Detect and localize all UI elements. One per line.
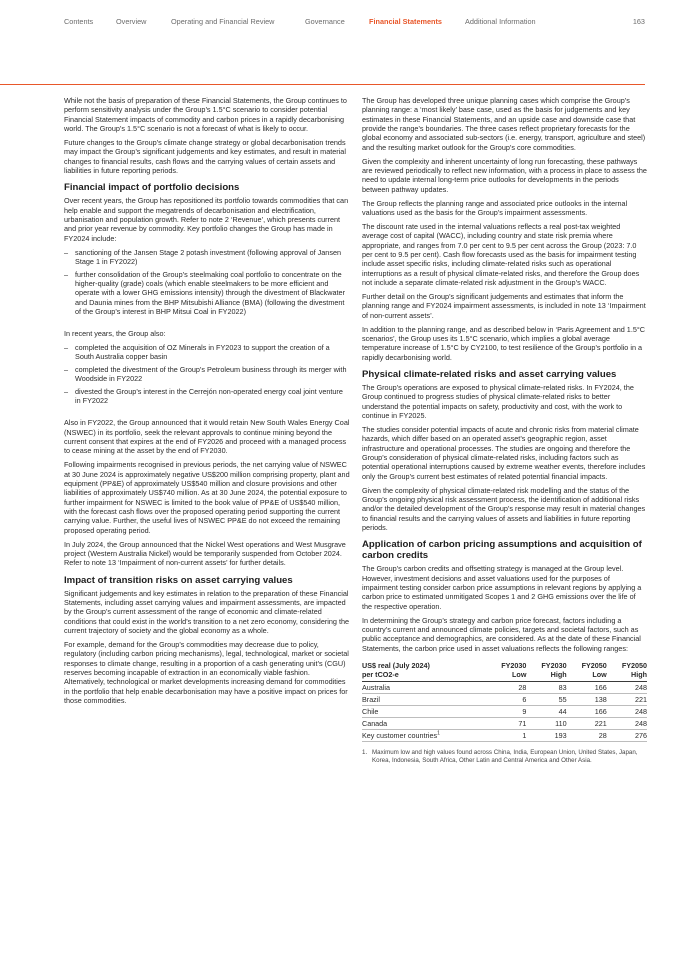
left-column: [64, 96, 350, 710]
paragraph: The Group’s operations are exposed to physical climate-related risks. In FY2024, the Group continued to progress studies of physical climate-related risks to better understand the potential impacts on safety, productivity and cost, with the work to continue in FY2025.: [362, 382, 634, 420]
paragraph: The studies consider potential impacts of acute and chronic risks from material climate hazards, which differ based on an operated asset’s geographic region, asset infrastructure and operational processes. The studies are ongoing and therefore the Group’s consideration of physical climate-related risks, including factors such as potential operational interruptions caused by extreme weather events, therefore includes only the Group’s current best estimates of related potential financial impacts.: [362, 424, 646, 481]
paragraph: Following impairments recognised in previous periods, the net carrying value of NSWEC at 30 June 2024 is approximately negative US$200 million comprising property, plant and equipment (PP&E) of approximately US$540 million and closure provisions and other liabilities of approximately US$740 million. As at 30 June 2024, the potential exposure to further impairment for NSWEC is limited to the book value of PP&E of US$540 million, with the forecast cash flows over the proposed operating period supporting the current carrying value. Further, the useful lives of NSWEC PP&E do not exceed the remaining proposed operating period.: [64, 460, 350, 535]
nav-link-additional-information[interactable]: Additional Information: [465, 17, 536, 26]
paragraph: The Group has developed three unique planning cases which comprise the Group’s planning range: a ‘most likely’ base case, used as the basis for judgements and key estimates in these Financial Statements, and an upside case and downside case that provide the range’s boundaries. The three cases reflect proprietary forecasts for the global economy and associated sub-sectors (i.e. energy, transport, agriculture and steel) and the resulting market outlook for the Group’s core commodities.: [362, 96, 646, 152]
bullet-list: [64, 248, 350, 317]
nav-link-overview[interactable]: Overview: [116, 17, 147, 26]
paragraph: Also in FY2022, the Group announced that it would retain New South Wales Energy Coal (NSWEC) in its portfolio, seek the relevant approvals to continue mining beyond the current consent that expires at the end of FY2026 and proceed with a managed process to cease mining at the asset by the end of FY2030.: [64, 418, 350, 456]
list-item: – sanctioning of the Jansen Stage 2 potash investment (following approval of Jansen Stage 1 in FY2022): [64, 248, 350, 267]
table-row: [362, 705, 647, 717]
row-label: Canada: [362, 717, 486, 729]
paragraph: In July 2024, the Group announced that the Nickel West operations and West Musgrave project (Western Australia Nickel) would be temporarily suspended from October 2024. Refer to note 13 ‘Impairment of non-current assets’ for further details.: [64, 539, 346, 568]
paragraph: The Group reflects the planning range and associated price outlooks in the internal valuations used as the basis for the Group’s impairment assessments.: [362, 198, 628, 217]
right-column: [362, 96, 647, 765]
paragraph: Over recent years, the Group has repositioned its portfolio towards commodities that can help enable and support the megatrends of decarbonisation and electrification, urbanisation and population growth. Refer to note 2 ‘Revenue’, which presents current and prior year revenue by commodity. Key portfolio changes the Group has made in FY2024 include:: [64, 196, 349, 243]
header-divider: [0, 84, 645, 85]
row-label: Chile: [362, 705, 486, 717]
table-header-fy2030-high: FY2030 High: [526, 661, 566, 682]
table-cell: 166: [567, 681, 607, 693]
table-cell: 6: [486, 693, 526, 705]
table-header-fy2050-high: FY2050 High: [607, 661, 647, 682]
table-header-fy2030-low: FY2030 Low: [486, 661, 526, 682]
paragraph: The discount rate used in the internal valuations reflects a real post-tax weighted average cost of capital (WACC), including country and state risk premia where appropriate, and ranges from 7.0 per cent to 9.5 per cent across the Group (2023: 7.0 per cent to 9.5 per cent). Cash flow forecasts used as the basis for impairment testing include asset specific risks, including climate-related risks such as operational interruptions as a result of physical climate-related risks, and therefore the Group does not include a separate climate-related risk adjustment in the Group’s WACC.: [362, 221, 640, 287]
row-label: Key customer countries$^1$: [362, 729, 486, 741]
table-cell: 28: [486, 681, 526, 693]
paragraph: Given the complexity and inherent uncertainty of long run forecasting, these pathways are reviewed periodically to reflect new information, with a process in place to assess the need to update internal long-term price outlooks for developments in the periods between pathway updates.: [362, 156, 647, 194]
section-heading-carbon-pricing: Application of carbon pricing assumptions and acquisition of carbon credits: [362, 539, 642, 562]
table-row: [362, 729, 647, 741]
table-cell: 9: [486, 705, 526, 717]
table-cell: 55: [526, 693, 566, 705]
table-cell: 1: [486, 729, 526, 741]
nav-link-financial-statements[interactable]: Financial Statements: [369, 17, 442, 26]
nav-link-contents[interactable]: Contents: [64, 17, 94, 26]
top-navigation: [64, 17, 645, 29]
table-cell: 193: [526, 729, 566, 741]
table-cell: 248: [607, 717, 647, 729]
table-cell: 221: [607, 693, 647, 705]
list-item: – further consolidation of the Group’s steelmaking coal portfolio to concentrate on the higher-quality (grade) coals (which enable steelmakers to be more efficient and operate with a lower GHG emissions intensity) through the divestment of Blackwater and Daunia mines from the BHP Mitsubishi Alliance (BMA) (following the divestment of the Group’s interest in BHP Mitsui Coal in FY2022): [64, 270, 350, 317]
paragraph: In recent years, the Group also:: [64, 329, 166, 339]
section-heading-physical-risks: Physical climate-related risks and asset carrying values: [362, 368, 617, 380]
nav-link-operating-financial-review[interactable]: Operating and Financial Review: [171, 17, 275, 26]
table-footnote: [362, 749, 647, 765]
paragraph: In determining the Group’s strategy and carbon price forecast, factors including a country’s current and announced climate policies, targets and societal factors, such as public acceptance and demographics, are considered. As at the date of these Financial Statements, the carbon price used in asset valuations reflects the following ranges:: [362, 615, 641, 653]
list-item: – completed the acquisition of OZ Minerals in FY2023 to support the creation of a South Australia copper basin: [64, 343, 350, 362]
table-cell: 248: [607, 705, 647, 717]
table-row: [362, 717, 647, 729]
table-header-row: [362, 661, 647, 682]
paragraph: Given the complexity of physical climate-related risk modelling and the status of the Group’s ongoing physical risk assessment process, the identification of additional risks and/or the detailed development of the Group’s response may result in material changes to financial results and the carrying values of assets and liabilities in future reporting periods.: [362, 485, 646, 532]
paragraph: Further detail on the Group’s significant judgements and estimates that inform the planning range and FY2024 impairment assessments, is included in note 13 ‘Impairment of non-current assets’.: [362, 291, 646, 320]
list-item: – divested the Group’s interest in the Cerrejón non-operated energy coal joint venture in FY2022: [64, 387, 350, 406]
bullet-list: [64, 343, 350, 406]
section-heading-portfolio-decisions: Financial impact of portfolio decisions: [64, 182, 240, 194]
table-cell: 28: [567, 729, 607, 741]
row-label: Brazil: [362, 693, 486, 705]
carbon-price-table: [362, 661, 647, 742]
paragraph: While not the basis of preparation of these Financial Statements, the Group continues to perform sensitivity analysis under the Group’s 1.5°C scenario to consider potential Financial Statement impacts of commodity and carbon prices in a rapidly decarbonising world. The Group’s 1.5°C scenario is not a forecast of what is likely to occur.: [64, 96, 347, 134]
list-item: – completed the divestment of the Group’s Petroleum business through its merger with Woodside in FY2022: [64, 365, 350, 384]
table-cell: 221: [567, 717, 607, 729]
row-label: Australia: [362, 681, 486, 693]
table-cell: 248: [607, 681, 647, 693]
page-number: 163: [632, 17, 645, 26]
table-cell: 138: [567, 693, 607, 705]
table-header-fy2050-low: FY2050 Low: [567, 661, 607, 682]
spacer: [64, 321, 350, 329]
paragraph: The Group’s carbon credits and offsetting strategy is managed at the Group level. However, investment decisions and asset valuations used for the purposes of impairment testing consider carbon price assumptions in relevant regions by applying a carbon price to estimated unmitigated Scopes 1 and 2 GHG emissions over the life of the respective operation.: [362, 564, 642, 611]
table-cell: 110: [526, 717, 566, 729]
paragraph: For example, demand for the Group’s commodities may decrease due to policy, regulatory (including carbon pricing mechanisms), legal, technological, market or societal responses to climate change, resulting in a proportion of a cash generating unit’s (CGU) reserves becoming incapable of extraction in an economically viable fashion. Alternatively, technological or market developments increasing demand for commodities in the portfolio that help enable decarbonisation may have a positive impact on prices for those commodities.: [64, 640, 349, 706]
table-cell: 276: [607, 729, 647, 741]
table-row: [362, 693, 647, 705]
section-heading-transition-risks: Impact of transition risks on asset carrying values: [64, 574, 293, 586]
table-cell: 83: [526, 681, 566, 693]
table-row: [362, 681, 647, 693]
paragraph: In addition to the planning range, and as described below in ‘Paris Agreement and 1.5°C scenarios’, the Group uses its 1.5°C scenario, which implies a global average temperature increase of 1.5°C by CY2100, to test resilience of the Group’s portfolio in a rapidly decarbonising world.: [362, 324, 646, 362]
paragraph: Future changes to the Group’s climate change strategy or global decarbonisation trends may impact the Group’s significant judgements and key estimates, and result in material changes to financial results, cash flows and the carrying values of certain assets and liabilities in future reporting periods.: [64, 137, 346, 175]
table-header-unit: US$ real (July 2024) per tCO2-e: [362, 661, 486, 682]
nav-link-governance[interactable]: Governance: [305, 17, 345, 26]
footnote-number: 1.: [362, 748, 368, 756]
table-cell: 71: [486, 717, 526, 729]
paragraph: Significant judgements and key estimates in relation to the preparation of these Financial Statements, including asset carrying values and impairment assessments, are impacted by the Group’s current assessment of the range of economic and climate-related conditions that could exist in the world’s transition to a net zero economy, considering the current trajectory of society and the global economy as a whole.: [64, 588, 350, 636]
footnote-text: Maximum low and high values found across China, India, European Union, United States, Japan, Korea, Indonesia, South Africa, Other Latin and Central America and Other Asia.: [372, 748, 638, 764]
table-cell: 166: [567, 705, 607, 717]
table-cell: 44: [526, 705, 566, 717]
footnote-marker: 1: [437, 730, 440, 737]
spacer: [64, 410, 350, 418]
